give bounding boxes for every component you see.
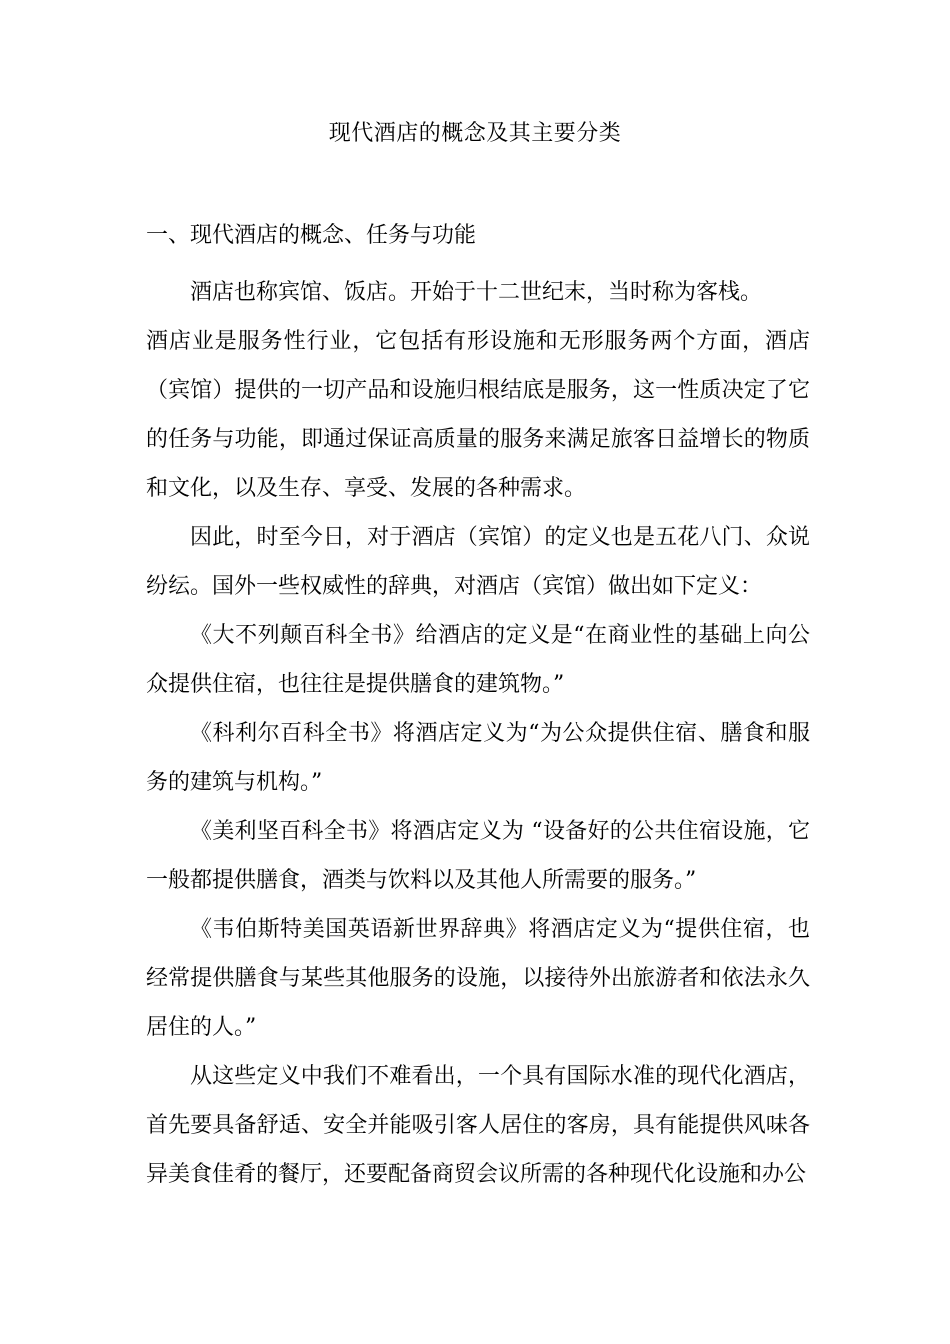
paragraph-definition-americana: 《美利坚百科全书》将酒店定义为 “设备好的公共住宿设施，它一般都提供膳食，酒类与饮料以及其他人所需要的服务。” xyxy=(146,819,810,893)
section-heading: 一、现代酒店的概念、任务与功能 xyxy=(146,223,477,248)
paragraph-definition-britannica: 《大不列颠百科全书》给酒店的定义是“在商业性的基础上向公众提供住宿，也往往是提供膳食的建筑物。” xyxy=(146,623,810,697)
paragraph-definition-webster: 《韦伯斯特美国英语新世界辞典》将酒店定义为“提供住宿，也经常提供膳食与某些其他服务的设施，以接待外出旅游者和依法永久居住的人。” xyxy=(146,917,810,1040)
body-text xyxy=(146,268,810,1199)
document-title: 现代酒店的概念及其主要分类 xyxy=(328,121,622,146)
paragraph-service-nature: 酒店业是服务性行业，它包括有形设施和无形服务两个方面，酒店（宾馆）提供的一切产品和设施归根结底是服务，这一性质决定了它的任务与功能，即通过保证高质量的服务来满足旅客日益增长的物质和文化，以及生存、享受、发展的各种需求。 xyxy=(146,329,810,501)
paragraph-definitions-intro: 因此，时至今日，对于酒店（宾馆）的定义也是五花八门、众说纷纭。国外一些权威性的辞典，对酒店（宾馆）做出如下定义： xyxy=(146,525,810,599)
paragraph-definition-collier: 《科利尔百科全书》将酒店定义为“为公众提供住宿、膳食和服务的建筑与机构。” xyxy=(146,721,810,795)
paragraph-origin: 酒店也称宾馆、饭店。开始于十二世纪末，当时称为客栈。 xyxy=(190,280,763,305)
paragraph-conclusion: 从这些定义中我们不难看出，一个具有国际水准的现代化酒店，首先要具备舒适、安全并能吸引客人居住的客房，具有能提供风味各异美食佳肴的餐厅，还要配备商贸会议所需的各种现代化设施和办公 xyxy=(146,1064,810,1187)
